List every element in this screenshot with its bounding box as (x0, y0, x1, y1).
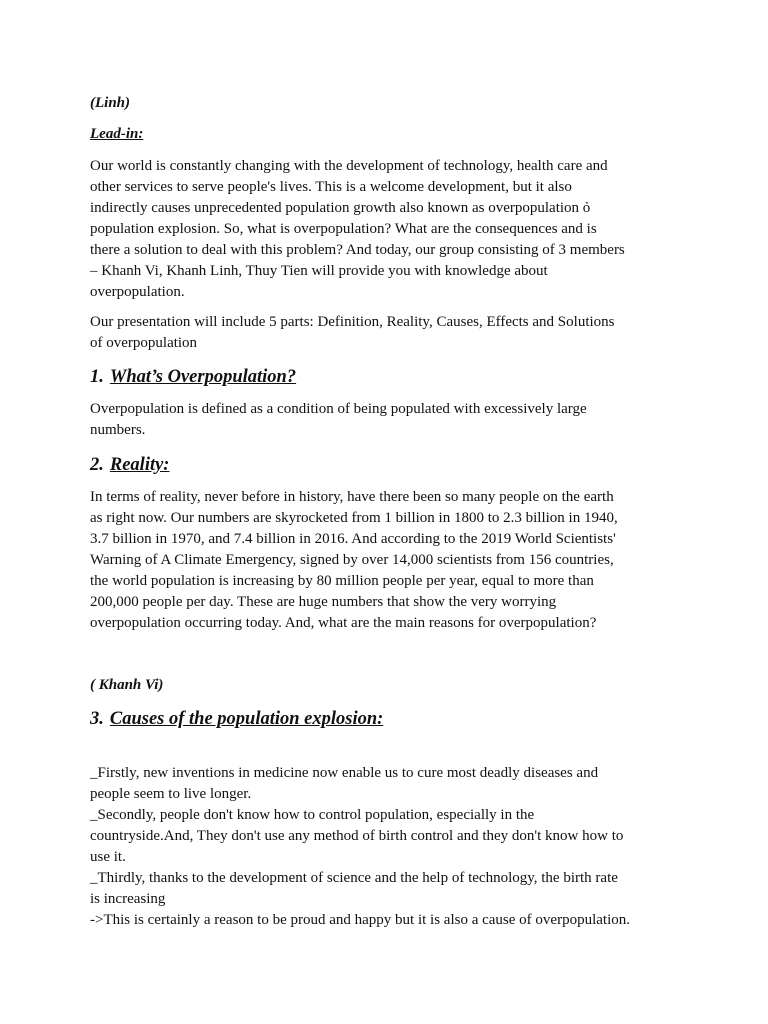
leadin-paragraph (90, 156, 690, 303)
section-1-heading (90, 365, 690, 389)
text-line: Warning of A Climate Emergency, signed by over 14,000 scientists from 156 countries, (90, 552, 614, 568)
text-line: ->This is certainly a reason to be proud and happy but it is also a cause of overpopulation. (90, 912, 630, 928)
text-line: _Secondly, people don't know how to control population, especially in the (90, 807, 535, 823)
section-3-paragraph (90, 763, 690, 931)
section-title: What’s Overpopulation? (109, 367, 297, 387)
speaker-label-khanh-vi: ( Khanh Vi) (90, 677, 164, 693)
text-line: Our presentation will include 5 parts: Definition, Reality, Causes, Effects and Solutions (90, 314, 615, 330)
text-line: 3.7 billion in 1970, and 7.4 billion in 2016. And according to the 2019 World Scientists' (90, 531, 616, 547)
text-line: numbers. (90, 422, 146, 438)
section-number: 3. (90, 709, 104, 729)
text-line: as right now. Our numbers are skyrocketed from 1 billion in 1800 to 2.3 billion in 1940, (90, 510, 618, 526)
text-line: use it. (90, 849, 126, 865)
leadin-label: Lead-in: (90, 126, 144, 142)
text-line: indirectly causes unprecedented population growth also known as overpopulation ỏ (90, 200, 591, 216)
section-3-heading (90, 707, 690, 731)
text-line: countryside.And, They don't use any method of birth control and they don't know how to (90, 828, 624, 844)
text-line: overpopulation occurring today. And, what are the main reasons for overpopulation? (90, 615, 597, 631)
text-line: other services to serve people's lives. This is a welcome development, but it also (90, 179, 572, 195)
text-line: Our world is constantly changing with the development of technology, health care and (90, 158, 608, 174)
text-line: there a solution to deal with this problem? And today, our group consisting of 3 members (90, 242, 625, 258)
text-line: _Firstly, new inventions in medicine now enable us to cure most deadly diseases and (90, 765, 599, 781)
section-2-heading (90, 453, 690, 477)
section-2-paragraph (90, 487, 690, 634)
section-title: Causes of the population explosion: (109, 709, 384, 729)
text-line: 200,000 people per day. These are huge numbers that show the very worrying (90, 594, 557, 610)
text-line: _Thirdly, thanks to the development of science and the help of technology, the birth rate (90, 870, 618, 886)
text-line: population explosion. So, what is overpopulation? What are the consequences and is (90, 221, 597, 237)
text-line: – Khanh Vi, Khanh Linh, Thuy Tien will provide you with knowledge about (90, 263, 548, 279)
text-line: is increasing (90, 891, 166, 907)
section-1-paragraph (90, 399, 690, 441)
section-title: Reality: (109, 455, 170, 475)
text-line: people seem to live longer. (90, 786, 252, 802)
text-line: In terms of reality, never before in history, have there been so many people on the earth (90, 489, 614, 505)
text-line: the world population is increasing by 80 million people per year, equal to more than (90, 573, 594, 589)
section-number: 1. (90, 367, 104, 387)
text-line: overpopulation. (90, 284, 185, 300)
speaker-label-linh: (Linh) (90, 95, 131, 111)
text-line: of overpopulation (90, 335, 198, 351)
text-line: Overpopulation is defined as a condition of being populated with excessively large (90, 401, 587, 417)
outline-paragraph (90, 312, 690, 354)
section-number: 2. (90, 455, 104, 475)
